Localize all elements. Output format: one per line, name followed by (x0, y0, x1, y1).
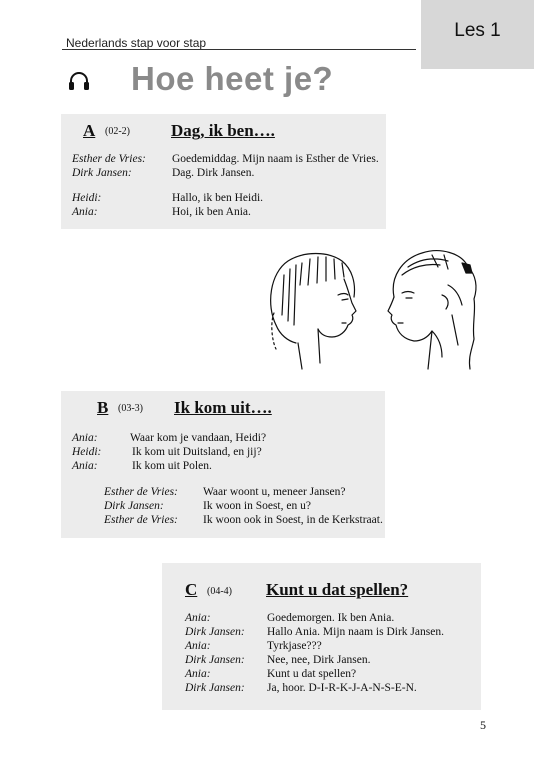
dialogue-text: Nee, nee, Dirk Jansen. (267, 654, 371, 666)
dialogue-text: Dag. Dirk Jansen. (172, 167, 255, 179)
speaker-name: Heidi: (72, 192, 102, 204)
page-number: 5 (480, 718, 486, 732)
speaker-name: Dirk Jansen: (72, 167, 132, 179)
speaker-name: Dirk Jansen: (185, 682, 245, 694)
speaker-name: Ania: (72, 206, 98, 218)
speaker-name: Dirk Jansen: (185, 654, 245, 666)
dialogue-text: Tyrkjase??? (267, 640, 322, 652)
dialogue-text: Waar kom je vandaan, Heidi? (130, 432, 267, 444)
section-heading: Dag, ik ben…. (171, 121, 275, 140)
dialogue-text: Ik kom uit Duitsland, en jij? (132, 446, 262, 458)
section-letter: C (185, 580, 198, 599)
speaker-name: Ania: (185, 640, 211, 652)
dialogue-text: Ik woon in Soest, en u? (203, 500, 311, 512)
dialogue-text: Goedemorgen. Ik ben Ania. (267, 612, 395, 624)
section-heading: Ik kom uit…. (174, 398, 272, 417)
dialogue-panel-b (61, 391, 385, 538)
speaker-name: Ania: (185, 668, 211, 680)
speaker-name: Esther de Vries: (72, 153, 146, 165)
speaker-name: Esther de Vries: (104, 514, 178, 526)
page-title: Hoe heet je? (131, 60, 334, 97)
lesson-label: Les 1 (454, 20, 501, 41)
dialogue-text: Ik woon ook in Soest, in de Kerkstraat. (203, 514, 383, 526)
dialogue-text: Ja, hoor. D-I-R-K-J-A-N-S-E-N. (267, 682, 417, 694)
header-rule (62, 49, 416, 50)
dialogue-text: Goedemiddag. Mijn naam is Esther de Vries. (172, 153, 379, 165)
track-code: (04-4) (207, 586, 232, 597)
speaker-name: Dirk Jansen: (185, 626, 245, 638)
dialogue-panel-c (162, 563, 481, 710)
speaker-name: Esther de Vries: (104, 486, 178, 498)
speaker-name: Ania: (72, 432, 98, 444)
speaker-name: Ania: (185, 612, 211, 624)
dialogue-text: Hallo, ik ben Heidi. (172, 192, 264, 204)
dialogue-panel-a (61, 114, 386, 229)
lesson-tab (421, 0, 534, 69)
speaker-name: Ania: (72, 460, 98, 472)
headphones-icon (67, 71, 91, 91)
section-letter: B (97, 398, 109, 417)
section-letter: A (83, 121, 96, 140)
dialogue-text: Hallo Ania. Mijn naam is Dirk Jansen. (267, 626, 444, 638)
two-girls-illustration (262, 245, 488, 385)
track-code: (03-3) (118, 403, 143, 414)
dialogue-text: Ik kom uit Polen. (132, 460, 212, 472)
speaker-name: Dirk Jansen: (104, 500, 164, 512)
speaker-name: Heidi: (72, 446, 102, 458)
dialogue-text: Waar woont u, meneer Jansen? (203, 486, 346, 498)
dialogue-text: Hoi, ik ben Ania. (172, 206, 251, 218)
dialogue-text: Kunt u dat spellen? (267, 668, 357, 680)
book-title: Nederlands stap voor stap (66, 36, 207, 50)
section-heading: Kunt u dat spellen? (266, 580, 409, 599)
track-code: (02-2) (105, 126, 130, 137)
